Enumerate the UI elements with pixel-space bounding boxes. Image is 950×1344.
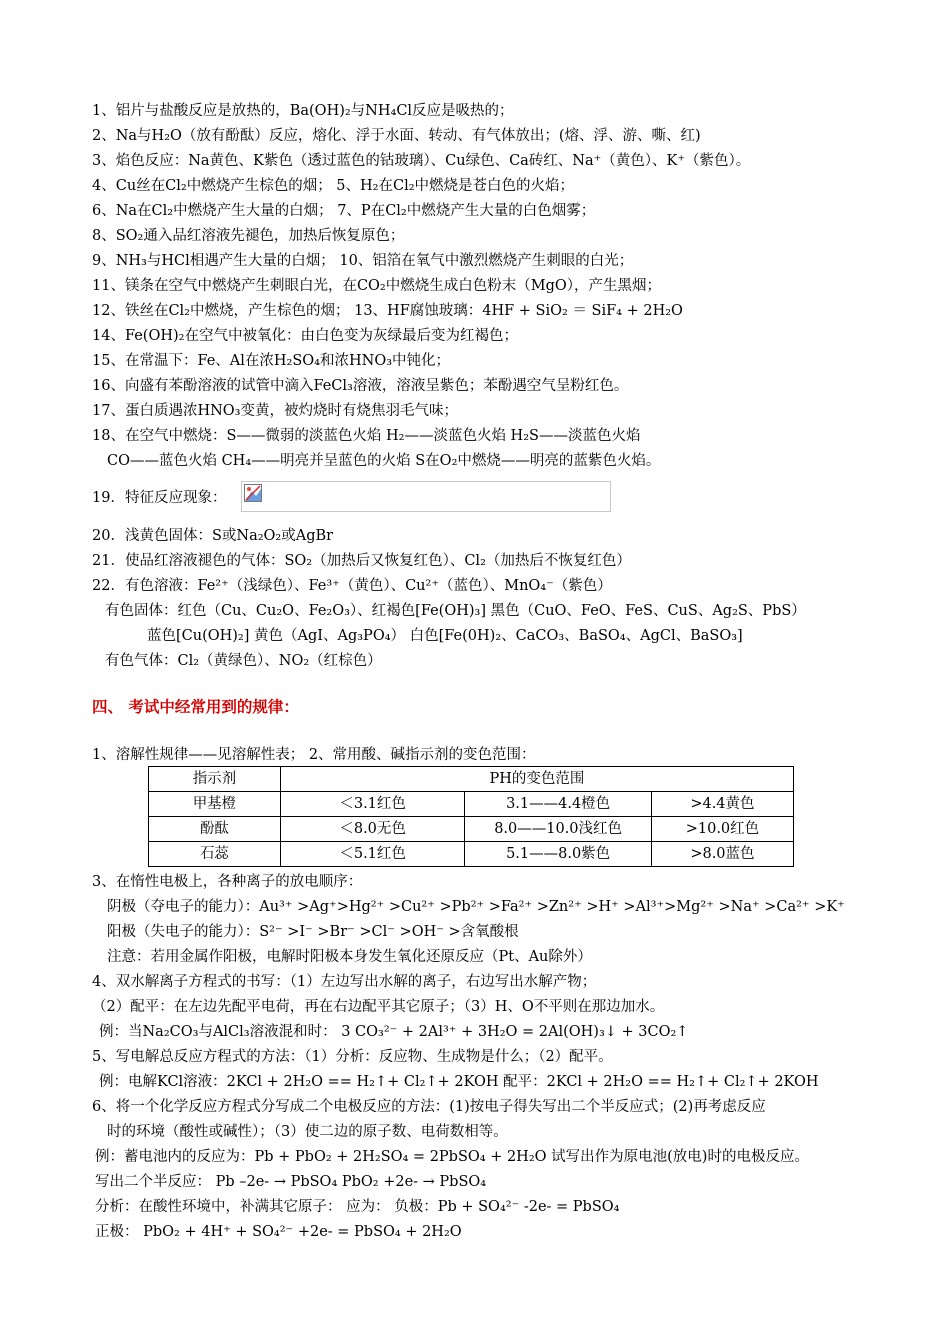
table-row [149,817,794,842]
text-line: 5、写电解总反应方程式的方法：（1）分析：反应物、生成物是什么；（2）配平。 [92,1049,613,1065]
table-header-cell: PH的变色范围 [280,767,793,792]
table-cell: 5.1——8.0紫色 [465,842,652,867]
text-line: 4、双水解离子方程式的书写：（1）左边写出水解的离子，右边写出水解产物； [92,974,597,990]
broken-image-icon [244,484,262,502]
text-line: 17、蛋白质遇浓HNO₃变黄，被灼烧时有烧焦羽毛气味； [92,403,458,419]
text-line: 6、将一个化学反应方程式分写成二个电极反应的方法：(1)按电子得失写出二个半反应式；(2)再考虑反应 [92,1099,766,1115]
text-line: 分析：在酸性环境中，补满其它原子： 应为： 负极：Pb + SO₄²⁻ -2e- = PbSO₄ [95,1199,620,1215]
table-cell: >4.4黄色 [651,792,793,817]
text-line: 9、NH₃与HCl相遇产生大量的白烟； 10、铝箔在氧气中激烈燃烧产生刺眼的白光； [92,253,634,269]
table-cell: 酚酞 [149,817,281,842]
text-line: 正极： PbO₂ + 4H⁺ + SO₄²⁻ +2e- = PbSO₄ + 2H₂O [95,1224,462,1240]
table-cell: 8.0——10.0浅红色 [465,817,652,842]
text-line: 1、溶解性规律——见溶解性表； 2、常用酸、碱指示剂的变色范围： [92,747,536,763]
table-cell: 3.1——4.4橙色 [465,792,652,817]
text-line: 6、Na在Cl₂中燃烧产生大量的白烟； 7、P在Cl₂中燃烧产生大量的白色烟雾； [92,203,596,219]
ph-indicator-table [148,766,794,867]
text-line: 16、向盛有苯酚溶液的试管中滴入FeCl₃溶液，溶液呈紫色；苯酚遇空气呈粉红色。 [92,378,629,394]
text-line: 有色气体：Cl₂（黄绿色）、NO₂（红棕色） [105,653,382,669]
text-line: （2）配平：在左边先配平电荷，再在右边配平其它原子；（3）H、O不平则在那边加水。 [92,999,665,1015]
table-cell: 石蕊 [149,842,281,867]
text-line: 15、在常温下：Fe、Al在浓H₂SO₄和浓HNO₃中钝化； [92,353,451,369]
text-line: 蓝色[Cu(OH)₂] 黄色（AgI、Ag₃PO₄） 白色[Fe(0H)₂、CaCO₃、BaSO₄、AgCl、BaSO₃] [147,628,743,644]
text-line: 4、Cu丝在Cl₂中燃烧产生棕色的烟； 5、H₂在Cl₂中燃烧是苍白色的火焰； [92,178,575,194]
embedded-image-placeholder [241,481,611,512]
text-line: 2、Na与H₂O（放有酚酞）反应，熔化、浮于水面、转动、有气体放出；(熔、浮、游、嘶、红) [92,128,701,144]
text-line: 19．特征反应现象： [92,490,227,506]
text-line: 18、在空气中燃烧：S——微弱的淡蓝色火焰 H₂——淡蓝色火焰 H₂S——淡蓝色火焰 [92,428,641,444]
table-cell: >8.0蓝色 [651,842,793,867]
table-header-row [149,767,794,792]
text-line: 21．使品红溶液褪色的气体：SO₂（加热后又恢复红色）、Cl₂（加热后不恢复红色） [92,553,631,569]
text-line: 20．浅黄色固体：S或Na₂O₂或AgBr [92,528,334,544]
text-line: 阴极（夺电子的能力）：Au³⁺ >Ag⁺>Hg²⁺ >Cu²⁺ >Pb²⁺ >Fa²⁺ >Zn²⁺ >H⁺ >Al³⁺>Mg²⁺ >Na⁺ >Ca²⁺ >K⁺ [107,899,845,915]
table-cell: 甲基橙 [149,792,281,817]
text-line: 3、焰色反应：Na黄色、K紫色（透过蓝色的钴玻璃）、Cu绿色、Ca砖红、Na⁺（黄色）、K⁺（紫色）。 [92,153,751,169]
text-line: 阳极（失电子的能力）：S²⁻ >I⁻ >Br⁻ >Cl⁻ >OH⁻ >含氧酸根 [107,924,519,940]
table-cell: ＜8.0无色 [280,817,464,842]
text-line: 1、铝片与盐酸反应是放热的，Ba(OH)₂与NH₄Cl反应是吸热的； [92,103,514,119]
section-heading: 四、 考试中经常用到的规律： [92,697,299,716]
table-row [149,792,794,817]
text-line: 例：电解KCl溶液：2KCl + 2H₂O == H₂↑+ Cl₂↑+ 2KOH 配平：2KCl + 2H₂O == H₂↑+ Cl₂↑+ 2KOH [99,1074,819,1090]
table-cell: ＜3.1红色 [280,792,464,817]
table-cell: >10.0红色 [651,817,793,842]
text-line: 11、镁条在空气中燃烧产生刺眼白光，在CO₂中燃烧生成白色粉末（MgO），产生黑烟； [92,278,662,294]
text-line: CO——蓝色火焰 CH₄——明亮并呈蓝色的火焰 S在O₂中燃烧——明亮的蓝紫色火焰。 [107,453,661,469]
text-line: 22．有色溶液：Fe²⁺（浅绿色）、Fe³⁺（黄色）、Cu²⁺（蓝色）、MnO₄⁻（紫色） [92,578,612,594]
table-row [149,842,794,867]
text-line: 注意：若用金属作阳极，电解时阳极本身发生氧化还原反应（Pt、Au除外） [107,949,592,965]
text-line: 12、铁丝在Cl₂中燃烧，产生棕色的烟； 13、HF腐蚀玻璃：4HF + SiO₂ ＝ SiF₄ + 2H₂O [92,303,683,319]
text-line: 例：蓄电池内的反应为：Pb + PbO₂ + 2H₂SO₄ = 2PbSO₄ + 2H₂O 试写出作为原电池(放电)时的电极反应。 [95,1149,809,1165]
table-cell: ＜5.1红色 [280,842,464,867]
text-line: 写出二个半反应： Pb –2e- → PbSO₄ PbO₂ +2e- → PbSO₄ [95,1174,487,1190]
text-line: 3、在惰性电极上，各种离子的放电顺序： [92,874,363,890]
text-line: 14、Fe(OH)₂在空气中被氧化：由白色变为灰绿最后变为红褐色； [92,328,518,344]
text-line: 8、SO₂通入品红溶液先褪色，加热后恢复原色； [92,228,405,244]
table-header-cell: 指示剂 [149,767,281,792]
text-line: 例：当Na₂CO₃与AlCl₃溶液混和时： 3 CO₃²⁻ + 2Al³⁺ + 3H₂O = 2Al(OH)₃↓ + 3CO₂↑ [99,1024,689,1040]
text-line: 有色固体：红色（Cu、Cu₂O、Fe₂O₃）、红褐色[Fe(OH)₃] 黑色（CuO、FeO、FeS、CuS、Ag₂S、PbS） [105,603,806,619]
text-line: 时的环境（酸性或碱性）；（3）使二边的原子数、电荷数相等。 [107,1124,508,1140]
